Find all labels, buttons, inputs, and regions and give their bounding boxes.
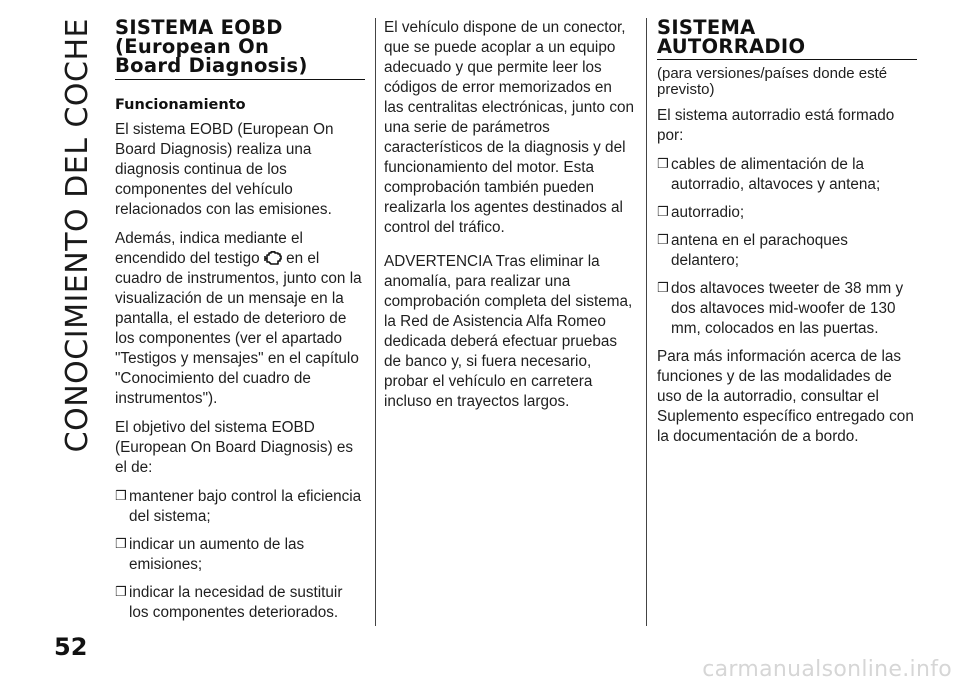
list-item (657, 231, 917, 271)
list-item (657, 155, 917, 195)
checkbox-bullet-icon: ❒ (657, 204, 669, 219)
version-note: (para versiones/países donde esté previsto) (657, 65, 888, 98)
section-heading-autorradio (657, 18, 917, 60)
list-item-text: dos altavoces tweeter de 38 mm y dos altavoces mid-woofer de 130 mm, colocados en las puertas. (671, 280, 904, 337)
checkbox-bullet-icon: ❒ (115, 488, 127, 503)
column-eobd (115, 18, 365, 631)
checkbox-bullet-icon: ❒ (657, 156, 669, 171)
checkbox-bullet-icon: ❒ (115, 536, 127, 551)
list-item-text: autorradio; (671, 204, 745, 221)
paragraph: Para más información acerca de las funciones y de las modalidades de uso de la autorradio, consultar el Suplemento específico entregado con la documentación de a bordo. (657, 348, 914, 445)
bullet-list (657, 155, 917, 339)
column-autorradio (657, 18, 917, 456)
list-item (657, 279, 917, 339)
checkbox-bullet-icon: ❒ (657, 232, 669, 247)
section-heading-eobd (115, 18, 365, 80)
paragraph-text: en el cuadro de instrumentos, junto con la visualización de un mensaje en la pantalla, el estado de deterioro de los componentes (ver el apartado "Testigos y mensajes" en el capítulo "Conocimiento del cuadro de instrumentos"). (115, 250, 362, 407)
list-item (657, 203, 917, 223)
heading-line: SISTEMA (657, 16, 756, 39)
paragraph-text: Además, indica mediante el encendido del testigo (115, 230, 303, 267)
column-connector (384, 18, 634, 421)
heading-line: AUTORRADIO (657, 35, 806, 58)
subheading-funcionamiento: Funcionamiento (115, 97, 246, 113)
paragraph: El sistema EOBD (European On Board Diagnosis) realiza una diagnosis continua de los componentes del vehículo relacionados con las emisiones. (115, 121, 334, 218)
list-item (115, 583, 365, 623)
sidebar (58, 18, 98, 658)
column-divider (646, 18, 647, 626)
paragraph: El objetivo del sistema EOBD (European On Board Diagnosis) es el de: (115, 419, 354, 476)
list-item-text: indicar un aumento de las emisiones; (129, 536, 305, 573)
list-item (115, 487, 365, 527)
checkbox-bullet-icon: ❒ (115, 584, 127, 599)
page-number: 52 (54, 633, 88, 661)
chapter-title: CONOCIMIENTO DEL COCHE (60, 18, 95, 453)
engine-warning-icon (264, 251, 282, 265)
heading-line: SISTEMA EOBD (115, 16, 283, 39)
column-divider (375, 18, 376, 626)
heading-line: Board Diagnosis) (115, 54, 308, 77)
list-item-text: indicar la necesidad de sustituir los componentes deteriorados. (129, 584, 343, 621)
paragraph: El vehículo dispone de un conector, que se puede acoplar a un equipo adecuado y que permite leer los códigos de error memorizados en las centralitas electrónicas, junto con una serie de parámetros característicos de la diagnosis y del funcionamiento del motor. Esta comprobación también pueden realizarla los agentes destinados al control del tráfico. (384, 19, 634, 236)
watermark: carmanualsonline.info (702, 657, 952, 682)
paragraph: El sistema autorradio está formado por: (657, 107, 895, 144)
list-item-text: cables de alimentación de la autorradio, altavoces y antena; (671, 156, 881, 193)
list-item (115, 535, 365, 575)
warning-paragraph: ADVERTENCIA Tras eliminar la anomalía, para realizar una comprobación completa del sistema, la Red de Asistencia Alfa Romeo dedicada deberá efectuar pruebas de banco y, si fuera necesario, probar el vehículo en carretera incluso en trayectos largos. (384, 253, 633, 410)
list-item-text: mantener bajo control la eficiencia del sistema; (129, 488, 362, 525)
checkbox-bullet-icon: ❒ (657, 280, 669, 295)
list-item-text: antena en el parachoques delantero; (671, 232, 848, 269)
bullet-list (115, 487, 365, 623)
paragraph-with-icon (115, 229, 365, 409)
heading-line: (European On (115, 35, 270, 58)
